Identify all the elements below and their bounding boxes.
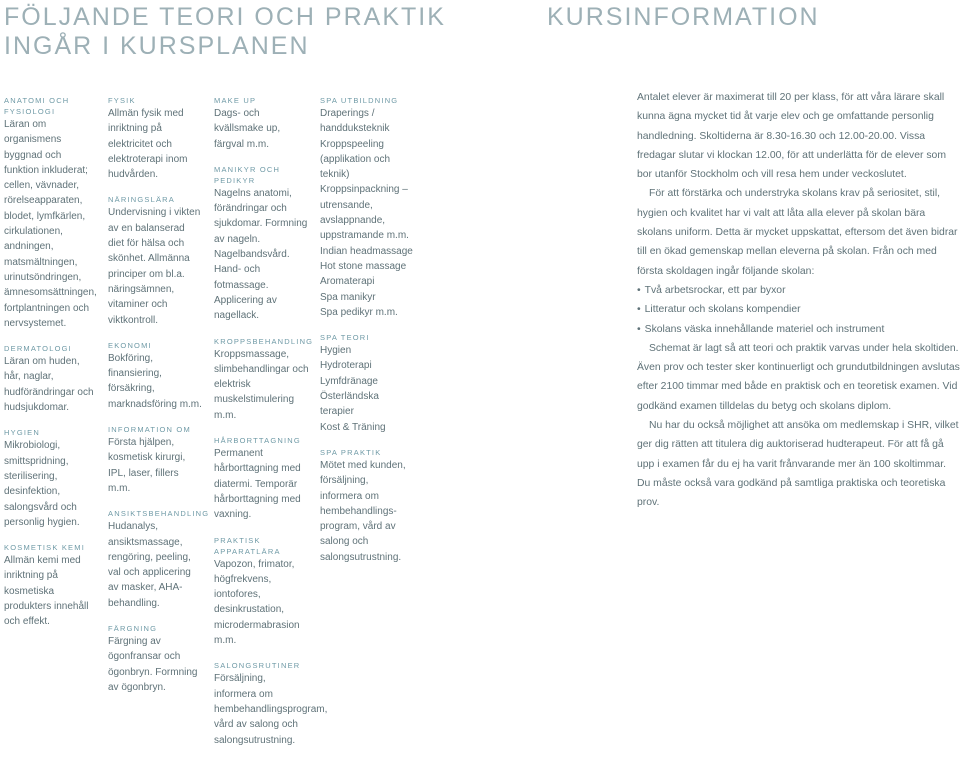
section-heading: EKONOMI xyxy=(108,340,152,350)
section-body: Kroppsmassage, slimbehandlingar och elektrisk muskelstimulering m.m. xyxy=(214,348,309,421)
section-body: Läran om huden, hår, naglar, hudförändringar och hudsjukdomar. xyxy=(4,356,94,414)
section-heading: ANATOMI OCH FYSIOLOGI xyxy=(4,96,70,116)
list-item: Indian headmassage xyxy=(320,245,413,257)
course-section xyxy=(214,336,314,423)
info-paragraph: Schemat är lagt så att teori och praktik varvas under hela skoltiden. Även prov och tester sker kontinuerligt och grundutbildningen avslutas efter 2100 timmar med både en praktisk och en teoretisk examen. Vid godkänd examen tilldelas du betyg och skolans diplom. xyxy=(637,342,960,412)
list-item: • Skolans väska innehållande materiel och instrument xyxy=(637,320,960,339)
info-paragraph: Nu har du också möjlighet att ansöka om medlemskap i SHR, vilket ger dig rätten att titulera dig auktoriserad hudterapeut. För att få gå upp i examen får du ej ha varit frånvarande mer än 100 skoltimmar. Du måste också vara godkänd på samtliga praktiska och teoretiska prov. xyxy=(637,420,959,509)
course-section xyxy=(108,95,203,182)
course-section xyxy=(108,623,203,695)
list-item: Kroppspeeling (applikation och teknik) xyxy=(320,138,391,181)
course-section xyxy=(4,95,96,331)
section-body: Allmän fysik med inriktning på elektricitet och elektroterapi inom hudvården. xyxy=(108,108,188,181)
info-paragraph: För att förstärka och understryka skolans krav på seriositet, stil, hygien och kvalitet har vi valt att låta alla elever på skolan bära skolans uniform. Detta är mycket uppskattat, eftersom det även bidrar till en ökad gemenskap mellan eleverna på skolan. Från och med första skoldagen ingår följande skolan: xyxy=(637,188,958,277)
section-body: Mikrobiologi, smittspridning, sterilisering, desinfektion, salongsvård och personlig hygien. xyxy=(4,440,80,528)
course-section xyxy=(214,660,328,747)
info-paragraph: Antalet elever är maximerat till 20 per klass, för att våra lärare skall kunna ägna mycket tid åt varje elev och ge omfattande personlig handledning. Skoltiderna är 8.30-16.30 och 12.00-20.00. Vissa fredagar slutar vi klockan 12.00, för att underlätta för de elever som bor utanför Stockholm och vill resa hem under veckoslutet. xyxy=(637,92,946,181)
section-body: Läran om organismens byggnad och funktion inkluderat; cellen, vävnader, rörelseapparaten, blodet, lymfkärlen, cirkulationen, andningen, matsmältningen, urinutsöndringen, ämnesomsättningen, fortplantningen och nervsystemet. xyxy=(4,119,97,329)
section-heading: ANSIKTSBEHANDLING xyxy=(108,509,210,519)
list-item: Hygien xyxy=(320,345,352,357)
list-item: Mötet med kunden, försäljning, informera om hembehandlings-program, vård av salong och salongsutrustning. xyxy=(320,459,406,563)
section-heading: MANIKYR OCH PEDIKYR xyxy=(214,164,281,185)
list-item: Kost & Träning xyxy=(320,421,386,433)
section-heading: HYGIEN xyxy=(4,428,40,438)
course-section xyxy=(320,332,413,435)
course-section xyxy=(320,95,413,320)
course-section xyxy=(214,95,310,152)
course-info-text xyxy=(637,88,960,513)
list-item: Lymfdränage xyxy=(320,375,378,387)
section-body: Undervisning i vikten av en balanserad diet för hälsa och skönhet. Allmänna principer om bl.a. näringsämnen, vitaminer och viktkontroll. xyxy=(108,207,201,326)
list-item: Hot stone massage xyxy=(320,260,407,272)
course-section xyxy=(4,343,96,415)
included-items-list xyxy=(637,281,960,339)
section-body: Hudanalys, ansiktsmassage, rengöring, peeling, val och applicering av masker, AHA-behandling. xyxy=(108,521,191,609)
section-heading: SPA UTBILDNING xyxy=(320,96,399,105)
section-heading: SPA TEORI xyxy=(320,333,370,343)
course-section xyxy=(214,535,310,649)
course-section xyxy=(4,542,96,629)
list-item: Österländska terapier xyxy=(320,391,379,418)
list-item: Kroppsinpackning – utrensande, avslappnande, uppstramande m.m. xyxy=(320,184,409,242)
section-heading: INFORMATION OM xyxy=(108,425,191,435)
section-body: Allmän kemi med inriktning på kosmetiska produkters innehåll och effekt. xyxy=(4,555,89,628)
list-item: Spa pedikyr m.m. xyxy=(320,306,398,318)
page-title-courseinfo: KURSINFORMATION xyxy=(547,3,820,31)
course-section xyxy=(320,447,413,565)
section-heading: PRAKTISK APPARATLÄRA xyxy=(214,535,281,556)
course-section xyxy=(108,508,210,611)
section-heading: MAKE UP xyxy=(214,96,257,105)
course-section xyxy=(108,194,203,327)
course-column-2 xyxy=(108,95,210,707)
section-body: Första hjälpen, kosmetisk kirurgi, IPL, laser, fillers m.m. xyxy=(108,437,186,494)
section-heading: KROPPSBEHANDLING xyxy=(214,336,314,346)
section-body: Försäljning, informera om hembehandlingsprogram, vård av salong och salongsutrustning. xyxy=(214,673,328,746)
section-heading: KOSMETISK KEMI xyxy=(4,543,85,553)
section-body: Färgning av ögonfransar och ögonbryn. Formning av ögonbryn. xyxy=(108,636,198,693)
section-heading: HÅRBORTTAGNING xyxy=(214,436,301,446)
course-column-1 xyxy=(4,95,96,642)
list-item: Hydroterapi xyxy=(320,360,372,372)
section-body: Bokföring, finansiering, försäkring, marknadsföring m.m. xyxy=(108,352,202,410)
course-section xyxy=(4,427,96,530)
section-heading: FÄRGNING xyxy=(108,624,158,634)
section-body: Permanent hårborttagning med diatermi. Temporär hårborttagning med vaxning. xyxy=(214,448,301,521)
list-item: Aromaterapi xyxy=(320,276,375,288)
course-section xyxy=(214,435,310,522)
section-body: Nagelns anatomi, förändringar och sjukdomar. Formning av nageln. Nagelbandsvård. Hand- och fotmassage. Applicering av nagellack. xyxy=(214,187,308,322)
section-heading: DERMATOLOGI xyxy=(4,344,72,354)
course-column-4 xyxy=(320,95,413,577)
course-column-3 xyxy=(214,95,328,760)
section-heading: NÄRINGSLÄRA xyxy=(108,195,175,205)
list-item: Draperings / handduksteknik xyxy=(320,108,390,135)
list-item: • Två arbetsrockar, ett par byxor xyxy=(637,281,960,300)
course-section xyxy=(108,424,203,496)
course-section xyxy=(108,340,203,412)
list-item: • Litteratur och skolans kompendier xyxy=(637,300,960,319)
list-item: Spa manikyr xyxy=(320,291,376,303)
section-heading: SALONGSRUTINER xyxy=(214,661,301,671)
page-title-courseplan: FÖLJANDE TEORI OCH PRAKTIK INGÅR I KURSPLANEN xyxy=(4,3,446,60)
section-body: Dags- och kvällsmake up, färgval m.m. xyxy=(214,108,281,150)
course-section xyxy=(214,164,310,324)
section-heading: SPA PRAKTIK xyxy=(320,447,382,457)
section-heading: FYSIK xyxy=(108,96,136,105)
section-body: Vapozon, frimator, högfrekvens, iontofores, desinkrustation, microdermabrasion m.m. xyxy=(214,558,300,647)
